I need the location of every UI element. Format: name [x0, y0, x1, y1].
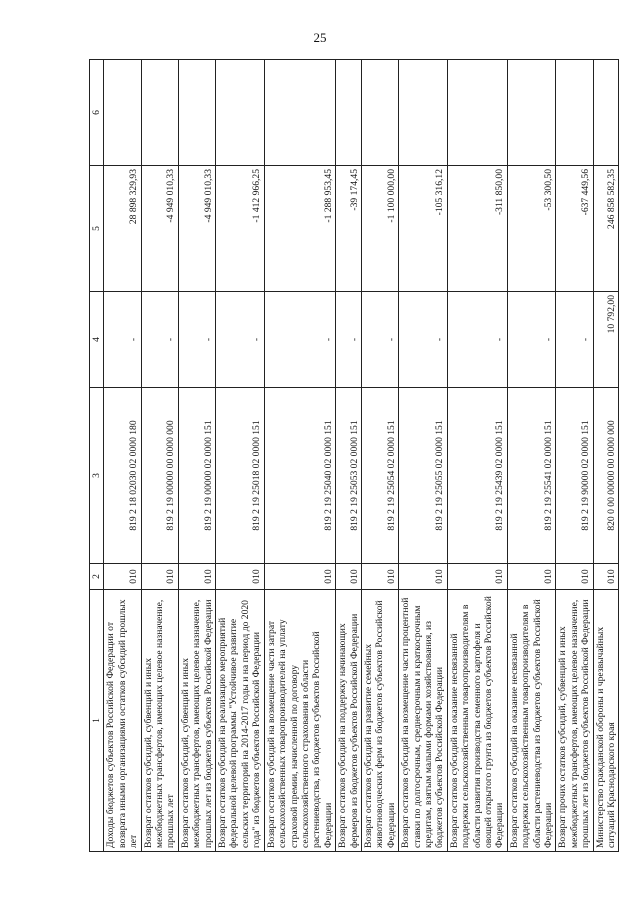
row-col5: -53 300,50 [507, 166, 556, 292]
table-row [447, 60, 507, 852]
row-budget-code: 819 2 19 25018 02 0000 151 [216, 388, 265, 564]
row-description: Возврат остатков субсидий на поддержку начинающих фермеров из бюджетов субъектов Российской Федерации [336, 590, 362, 852]
row-code: 010 [447, 564, 507, 590]
row-col5: -4 949 010,33 [141, 166, 178, 292]
row-col6 [447, 60, 507, 166]
row-col4: - [361, 292, 398, 388]
row-col5: -1 100 000,00 [361, 166, 398, 292]
row-col5: -1 288 953,45 [264, 166, 335, 292]
row-col6 [556, 60, 593, 166]
row-col6 [507, 60, 556, 166]
row-description: Возврат остатков субсидий, субвенций и иных межбюджетных трансфертов, имеющих целевое назначение, прошлых лет из бюджетов субъектов Российской Федерации [178, 590, 215, 852]
column-header: 6 [90, 60, 104, 166]
column-header: 2 [90, 564, 104, 590]
row-col6 [104, 60, 141, 166]
row-description: Доходы бюджетов субъектов Российской Федерации от возврата иными организациями остатков субсидий прошлых лет [104, 590, 141, 852]
table-row [556, 60, 593, 852]
row-budget-code: 819 2 19 25040 02 0000 151 [264, 388, 335, 564]
row-code: 010 [361, 564, 398, 590]
row-code: 010 [141, 564, 178, 590]
table-row [507, 60, 556, 852]
row-col4: - [336, 292, 362, 388]
rotated-table-container [89, 60, 618, 852]
row-col5: 246 858 582,35 [593, 166, 619, 292]
row-col4: - [264, 292, 335, 388]
row-col4: - [556, 292, 593, 388]
table-row [361, 60, 398, 852]
row-budget-code: 819 2 19 25055 02 0000 151 [399, 388, 448, 564]
row-description: Возврат остатков субсидий на реализацию мероприятий федеральной целевой программы "Устойчивое развитие сельских территорий на 2014-2017 годы и на период до 2020 года" из бюджетов субъектов Российской Федерации [216, 590, 265, 852]
row-col5: 28 898 329,93 [104, 166, 141, 292]
table-row [593, 60, 619, 852]
row-code: 010 [556, 564, 593, 590]
row-budget-code: 819 2 19 25053 02 0000 151 [336, 388, 362, 564]
table-row [216, 60, 265, 852]
row-col4: - [141, 292, 178, 388]
table-row [104, 60, 141, 852]
row-col6 [178, 60, 215, 166]
row-col4: - [447, 292, 507, 388]
row-budget-code: 819 2 19 90000 02 0000 151 [556, 388, 593, 564]
page-number: 25 [313, 30, 327, 45]
column-header: 4 [90, 292, 104, 388]
column-header: 1 [90, 590, 104, 852]
table-row [399, 60, 448, 852]
header-row [90, 60, 104, 852]
row-budget-code: 819 2 19 25439 02 0000 151 [447, 388, 507, 564]
row-budget-code: 819 2 18 02030 02 0000 180 [104, 388, 141, 564]
row-col4: - [178, 292, 215, 388]
row-col4: - [216, 292, 265, 388]
row-budget-code: 819 2 19 25541 02 0000 151 [507, 388, 556, 564]
row-budget-code: 820 0 00 00000 00 0000 000 [593, 388, 619, 564]
table-row [178, 60, 215, 852]
row-description: Возврат остатков субсидий на оказание несвязанной поддержки сельскохозяйственным товаропроизводителям в области растениеводства из бюджетов субъектов Российской Федерации [507, 590, 556, 852]
table-row [264, 60, 335, 852]
row-col4: - [104, 292, 141, 388]
row-description: Возврат остатков субсидий на возмещение части процентной ставки по долгосрочным, среднесрочным и краткосрочным кредитам, взятым малыми формами хозяйствования, из бюджетов субъектов Российской Федерации [399, 590, 448, 852]
row-col4: 10 792,00 [593, 292, 619, 388]
row-budget-code: 819 2 19 25054 02 0000 151 [361, 388, 398, 564]
row-description: Возврат остатков субсидий на развитие семейных животноводческих ферм из бюджетов субъектов Российской Федерации [361, 590, 398, 852]
table-row [336, 60, 362, 852]
row-budget-code: 819 2 19 00000 02 0000 151 [178, 388, 215, 564]
row-code: 010 [104, 564, 141, 590]
row-code: 010 [399, 564, 448, 590]
row-col5: -1 412 966,25 [216, 166, 265, 292]
row-code: 010 [178, 564, 215, 590]
column-header: 5 [90, 166, 104, 292]
row-col5: -39 174,45 [336, 166, 362, 292]
table-row [141, 60, 178, 852]
row-col5: -105 316,12 [399, 166, 448, 292]
row-budget-code: 819 2 19 00000 00 0000 000 [141, 388, 178, 564]
row-description: Возврат остатков субсидий на оказание несвязанной поддержки сельскохозяйственным товаропроизводителям в области развития производства семенного картофеля и овощей открытого грунта из бюджетов субъектов Российской Федерации [447, 590, 507, 852]
row-description: Министерство гражданской обороны и чрезвычайных ситуаций Краснодарского края [593, 590, 619, 852]
row-col6 [361, 60, 398, 166]
row-col6 [216, 60, 265, 166]
row-col6 [399, 60, 448, 166]
row-col4: - [507, 292, 556, 388]
row-code: 010 [336, 564, 362, 590]
row-code: 010 [593, 564, 619, 590]
row-col5: -4 949 010,33 [178, 166, 215, 292]
row-col5: -637 449,56 [556, 166, 593, 292]
row-code: 010 [264, 564, 335, 590]
row-description: Возврат остатков субсидий на возмещение части затрат сельскохозяйственных товаропроизводителей на уплату страховой премии, начисленной по договору сельскохозяйственного страхования в области растениеводства, из бюджетов субъектов Российской Федерации [264, 590, 335, 852]
row-col6 [593, 60, 619, 166]
column-header: 3 [90, 388, 104, 564]
row-col5: -311 850,00 [447, 166, 507, 292]
row-col6 [141, 60, 178, 166]
revenue-table [89, 59, 619, 852]
row-col6 [336, 60, 362, 166]
row-col4: - [399, 292, 448, 388]
row-code: 010 [507, 564, 556, 590]
row-description: Возврат прочих остатков субсидий, субвенций и иных межбюджетных трансфертов, имеющих целевое назначение, прошлых лет из бюджетов субъектов Российской Федерации [556, 590, 593, 852]
row-code: 010 [216, 564, 265, 590]
row-description: Возврат остатков субсидий, субвенций и иных межбюджетных трансфертов, имеющих целевое назначение, прошлых лет [141, 590, 178, 852]
row-col6 [264, 60, 335, 166]
